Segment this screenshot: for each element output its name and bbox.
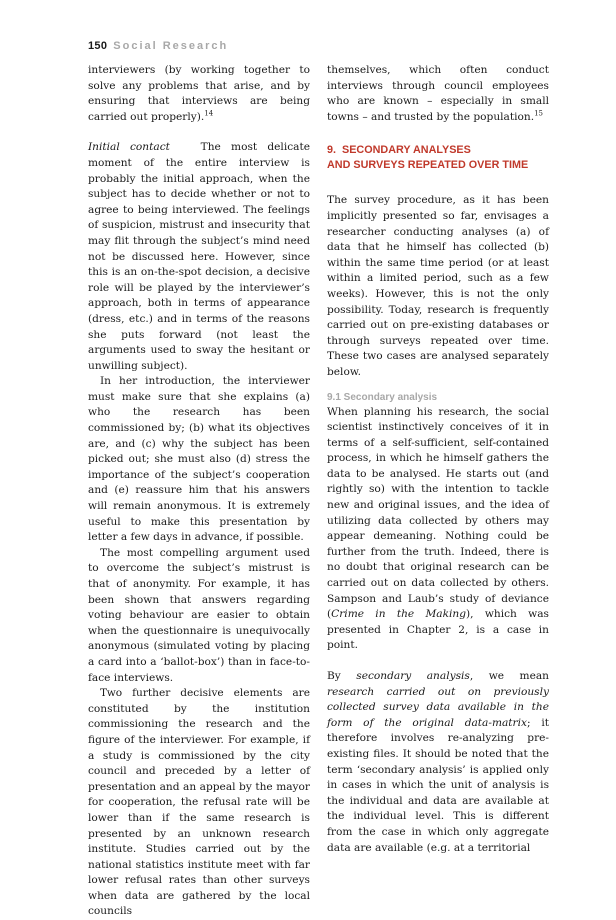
paragraph-text: ; it therefore involves re-analyzing pre-existing files. It should be noted that the term ‘secondary analysis’ is applied only in cases in which the unit of analysis is the individual and data are available at the individual level. This is different from the case in which only aggregate data are available (e.g. at a territorial: [327, 716, 549, 854]
running-title: Social Research: [113, 40, 229, 52]
section-heading-line: AND SURVEYS REPEATED OVER TIME: [327, 159, 529, 172]
paragraph: [327, 63, 549, 125]
paragraph: [327, 669, 549, 856]
paragraph: In her introduction, the interviewer must make sure that she explains (a) who the research has been commissioned by; (b) what its objectives are, and (c) why the subject has been picked out; she must also (d) stress the importance of the subject’s cooperation and (e) reassure him that his answers will remain anonymous. It is extremely useful to make this presentation by letter a few days in advance, if possible.: [88, 375, 310, 544]
definition: research carried out on previously collected survey data available in the form of the original data-matrix: [327, 685, 549, 729]
footnote-marker: 15: [534, 109, 543, 118]
paragraph-text: When planning his research, the social scientist instinctively conceives of it in terms of a self-sufficient, self-contained process, in which he himself gathers the data to be analysed. He starts out (and rightly so) with the intention to tackle new and original issues, and the idea of utilizing data collected by others may appear demeaning. Nothing could be further from the truth. Indeed, there is no doubt that original research can be carried out on data collected by others. Sampson and Laub’s study of deviance (: [327, 405, 549, 621]
paragraph-text: themselves, which often conduct interviews through council employees who are known – especially in small towns – and trusted by the population.: [327, 64, 549, 123]
paragraph-text: By: [327, 670, 357, 682]
paragraph-text: interviewers (by working together to solve any problems that arise, and by ensuring that interviews are being carried out properly).: [88, 64, 310, 123]
right-column: [327, 63, 549, 856]
paragraph-text: , we mean: [469, 670, 549, 682]
paragraph: The most compelling argument used to overcome the subject’s mistrust is that of anonymity. For example, it has been shown that answers regarding voting behaviour are easier to obtain when the questionnaire is unequivocally anonymous (simulated voting by placing a card into a ‘ballot-box’) than in face-to-face interviews.: [88, 546, 310, 684]
page-number: 150: [88, 40, 108, 52]
paragraph: Two further decisive elements are constituted by the institution commissioning the research and the figure of the interviewer. For example, if a study is commissioned by the city council and preceded by a letter of presentation and an appeal by the mayor for cooperation, the refusal rate will be lower than if the same research is presented by an unknown research institute. Studies carried out by the national statistics institute meet with far lower refusal rates than other surveys when data are gathered by the local councils: [88, 687, 310, 918]
paragraph: [88, 140, 310, 374]
footnote-marker: 14: [204, 109, 214, 118]
paragraph-text: The most delicate moment of the entire interview is probably the initial approach, when the subject has to decide whether or not to agree to being interviewed. The feelings of suspicion, mistrust and insecurity that may flit through the subject’s mind need not be discussed here. However, since this is an on-the-spot decision, a decisive role will be played by the interviewer’s approach, both in terms of appearance (dress, etc.) and in terms of the reasons she puts forward (not least the arguments used to sway the hesitant or unwilling subject).: [88, 141, 310, 372]
paragraph: [327, 405, 549, 655]
subsection-heading: 9.1 Secondary analysis: [327, 391, 438, 403]
left-column: [88, 63, 310, 920]
section-heading-line: 9. SECONDARY ANALYSES: [327, 144, 471, 157]
defined-term: secondary analysis: [356, 670, 470, 682]
section-heading: [327, 143, 549, 173]
book-title: Crime in the Making: [331, 608, 467, 621]
paragraph: The survey procedure, as it has been implicitly presented so far, envisages a researcher conducting analyses (a) of data that he himself has collected (b) within the same time period (or at least within a limited period, such as a few weeks). However, this is not the only possibility. Today, research is frequently carried out on pre-existing databases or through surveys repeated over time. These two cases are analysed separately below.: [327, 194, 549, 378]
paragraph-text: ), which was presented in Chapter 2, is a case in point.: [327, 608, 549, 652]
running-header: [88, 40, 228, 52]
paragraph-lead-in: Initial contact: [88, 141, 170, 154]
paragraph: [88, 63, 310, 125]
